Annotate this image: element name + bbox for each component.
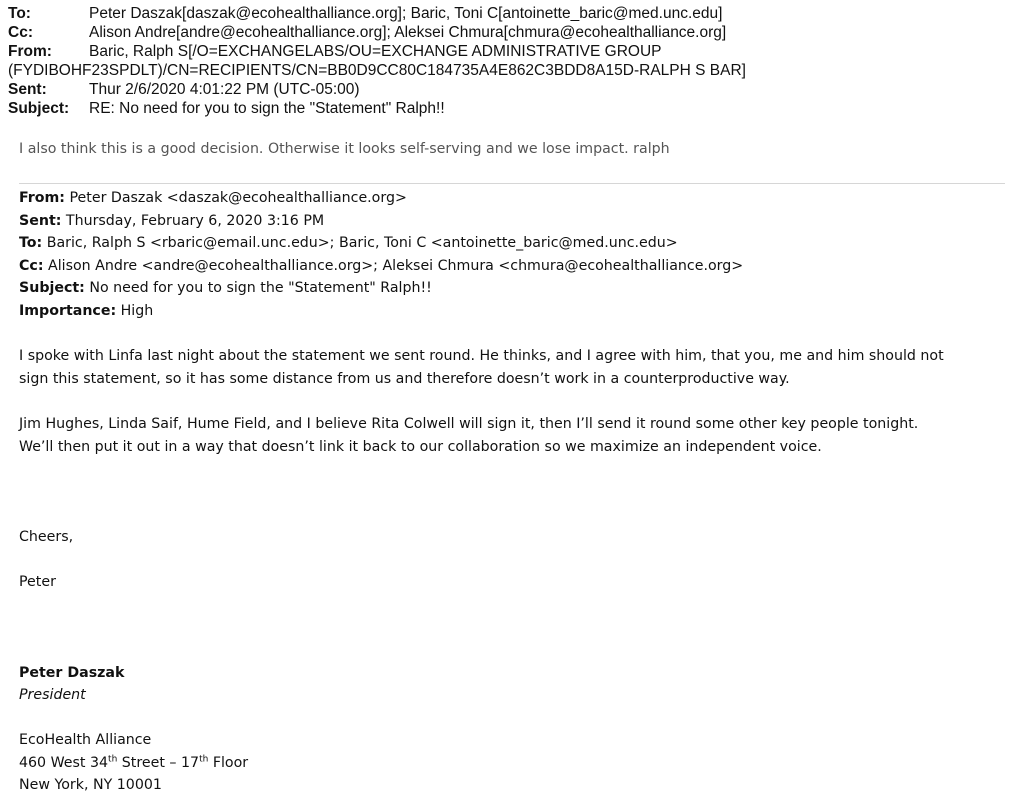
quoted-subject-row — [19, 277, 1009, 300]
spacer — [19, 549, 1009, 572]
header-subject-value: RE: No need for you to sign the "Statement" Ralph!! — [89, 100, 445, 117]
body-paragraph-2-line-2: We’ll then put it out in a way that doesn’t link it back to our collaboration so we maximize an independent voice. — [19, 438, 822, 455]
header-subject-label: Subject: — [8, 100, 70, 117]
quoted-importance-row — [19, 300, 1009, 323]
header-cc-label: Cc: — [8, 24, 33, 41]
quoted-message-divider — [19, 183, 1005, 184]
address-middle: Street – 17 — [117, 754, 200, 771]
header-cc-row — [8, 23, 1008, 42]
quoted-from-label: From: — [19, 190, 65, 206]
quoted-to-row — [19, 232, 1009, 255]
quoted-sent-label: Sent: — [19, 212, 62, 229]
header-from-value-continued: (FYDIBOHF23SPDLT)/CN=RECIPIENTS/CN=BB0D9CC80C184735A4E862C3BDD8A15D-RALPH S BAR] — [8, 62, 746, 79]
header-cc-value: Alison Andre[andre@ecohealthalliance.org]; Aleksei Chmura[chmura@ecohealthalliance.org] — [89, 24, 727, 41]
quoted-subject-value: No need for you to sign the "Statement" Ralph!! — [89, 280, 432, 297]
signature-address — [19, 752, 1009, 775]
spacer — [19, 594, 1009, 662]
header-from-value: Baric, Ralph S[/O=EXCHANGELABS/OU=EXCHANGE ADMINISTRATIVE GROUP — [89, 43, 662, 60]
signature-org: EcoHealth Alliance — [19, 732, 152, 749]
header-sent-label: Sent: — [8, 81, 47, 98]
quoted-importance-value: High — [120, 302, 154, 319]
header-from-row — [8, 42, 1008, 61]
signature-city: New York, NY 10001 — [19, 777, 162, 794]
closing-name: Peter — [19, 574, 56, 591]
quoted-importance-label: Importance: — [19, 302, 117, 319]
quoted-cc-label: Cc: — [19, 257, 44, 274]
header-to-value: Peter Daszak[daszak@ecohealthalliance.org]; Baric, Toni C[antoinette_baric@med.unc.edu] — [89, 5, 723, 22]
address-street-number: 460 West 34 — [19, 754, 109, 771]
body-paragraph-2-line-1: Jim Hughes, Linda Saif, Hume Field, and I believe Rita Colwell will sign it, then I’ll send it round some other key people tonight. — [19, 415, 919, 432]
quoted-from-row — [19, 187, 1009, 210]
quoted-cc-value: Alison Andre <andre@ecohealthalliance.org>; Aleksei Chmura <chmura@ecohealthalliance.org> — [48, 257, 744, 274]
body-paragraph-1-line-1: I spoke with Linfa last night about the statement we sent round. He thinks, and I agree with him, that you, me and him should not — [19, 348, 944, 365]
spacer — [19, 323, 1009, 346]
signature-title: President — [19, 687, 86, 704]
header-from-label: From: — [8, 43, 52, 60]
closing-line: Cheers, — [19, 528, 74, 545]
spacer — [19, 458, 1009, 526]
reply-text: I also think this is a good decision. Otherwise it looks self-serving and we lose impact. ralph — [19, 141, 670, 157]
spacer — [19, 390, 1009, 413]
quoted-sent-value: Thursday, February 6, 2020 3:16 PM — [65, 212, 325, 229]
quoted-message — [19, 187, 1009, 797]
quoted-to-label: To: — [19, 235, 43, 252]
spacer — [19, 707, 1009, 730]
header-sent-row — [8, 80, 1008, 99]
body-paragraph-1-line-2: sign this statement, so it has some distance from us and therefore doesn’t work in a counterproductive way. — [19, 370, 790, 387]
quoted-cc-row — [19, 255, 1009, 278]
header-to-row — [8, 4, 1008, 23]
address-ordinal-1: th — [108, 754, 118, 765]
quoted-subject-label: Subject: — [19, 280, 85, 297]
address-floor: Floor — [208, 754, 249, 771]
header-to-label: To: — [8, 5, 31, 22]
quoted-from-value: Peter Daszak <daszak@ecohealthalliance.org> — [69, 190, 407, 206]
header-subject-row — [8, 99, 1008, 118]
quoted-sent-row — [19, 210, 1009, 233]
signature-name: Peter Daszak — [19, 664, 125, 681]
header-sent-value: Thur 2/6/2020 4:01:22 PM (UTC-05:00) — [89, 81, 360, 98]
outer-email-header — [8, 4, 1008, 118]
address-ordinal-2: th — [199, 754, 209, 765]
quoted-to-value: Baric, Ralph S <rbaric@email.unc.edu>; Baric, Toni C <antoinette_baric@med.unc.edu> — [46, 235, 678, 252]
